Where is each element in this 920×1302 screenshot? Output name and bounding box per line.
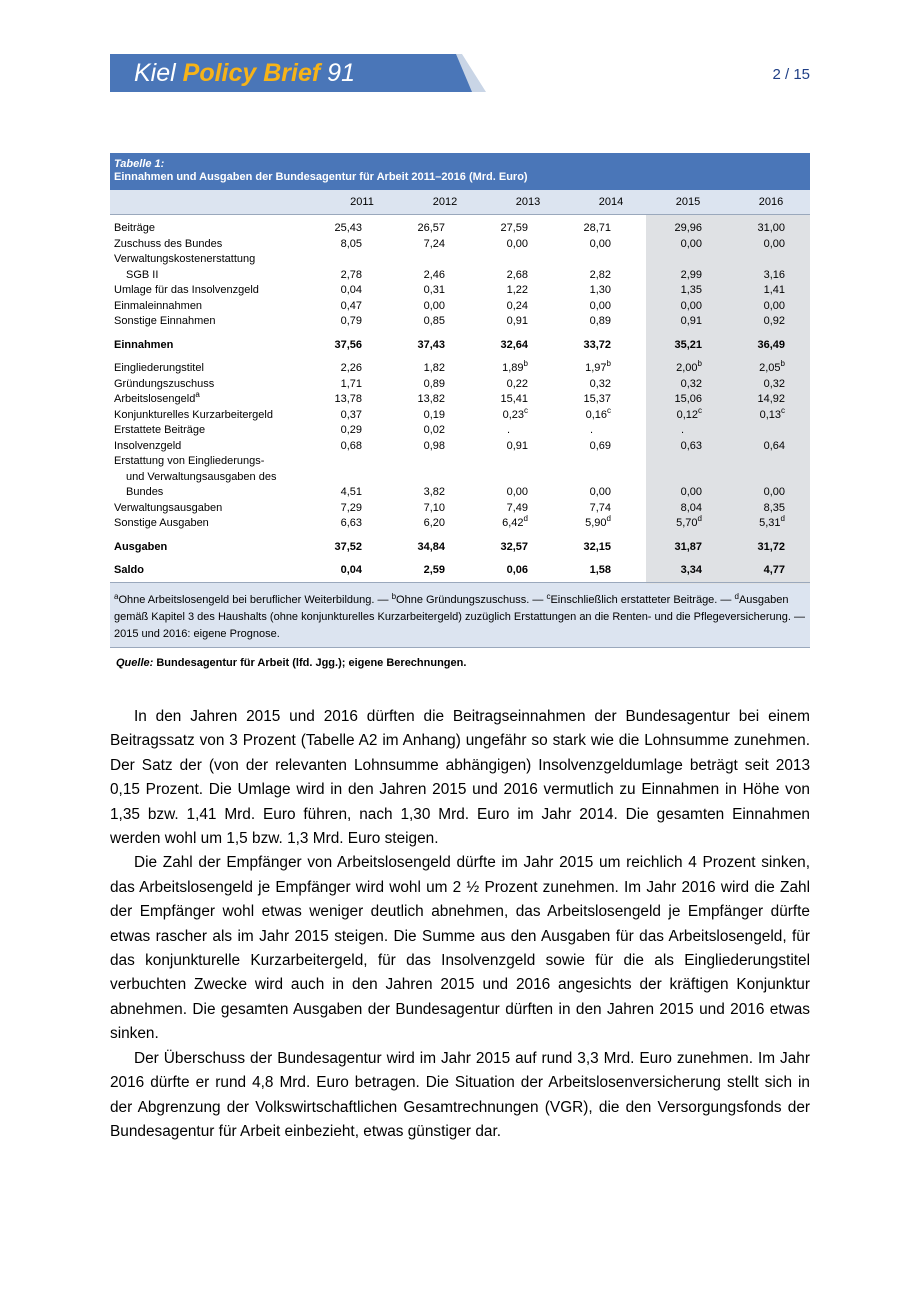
table-row (110, 314, 810, 330)
note-mark: c (546, 592, 551, 601)
brand-kiel: Kiel (134, 59, 176, 87)
cell-value: 32,57 (500, 540, 528, 553)
cell-value: 0,00 (506, 237, 528, 250)
cell-value: 13,78 (334, 393, 362, 405)
cell-value: 0,22 (506, 377, 528, 390)
year-header: 2013 (515, 196, 541, 208)
cell-value: 31,87 (674, 540, 702, 553)
cell-value: 0,85 (423, 315, 445, 327)
table-row (110, 516, 810, 532)
cell-value: 0,00 (763, 486, 785, 498)
note-mark: a (114, 592, 119, 601)
note-b: Ohne Gründungszuschuss. — (396, 594, 547, 606)
row-label: Gründungszuschuss (114, 377, 215, 390)
table-row (110, 454, 810, 470)
cell-value: 0,00 (763, 299, 785, 312)
cell-value: 7,29 (340, 501, 362, 514)
cell-value: 1,22 (506, 284, 528, 296)
cell-value: 0,69 (589, 439, 611, 452)
source-label: Quelle: (116, 657, 154, 669)
cell-value: 4,51 (340, 486, 362, 498)
cell-value: 0,06 (506, 564, 528, 576)
publication-brand (134, 56, 355, 90)
body-text (110, 705, 810, 1144)
cell-value: 32,64 (500, 338, 528, 351)
cell-value: 2,46 (423, 268, 445, 281)
row-label: Saldo (114, 564, 144, 576)
year-header: 2011 (350, 196, 374, 208)
table-row (110, 221, 810, 237)
cell-value: 2,82 (589, 268, 611, 281)
cell-value: 0,91 (680, 315, 702, 327)
cell-value: 0,92 (763, 315, 785, 327)
cell-value: 25,43 (334, 222, 362, 234)
cell-value: 0,32 (763, 377, 785, 390)
cell-value: 0,98 (423, 439, 445, 452)
cell-value: 0,13$^c$ (759, 405, 785, 421)
cell-value: 4,77 (763, 564, 785, 576)
cell-value: 3,34 (680, 564, 702, 576)
cell-value: 1,35 (680, 284, 702, 296)
cell-value: 0,00 (680, 299, 702, 312)
cell-value: 0,89 (589, 315, 611, 327)
cell-value: 5,90$^d$ (585, 514, 611, 529)
brand-number: 91 (327, 59, 355, 87)
cell-value: 32,15 (583, 540, 611, 553)
cell-value: 26,57 (417, 222, 445, 234)
cell-value: 7,49 (506, 501, 528, 514)
cell-value: 2,00$^b$ (676, 359, 702, 374)
table-row (110, 283, 810, 299)
cell-value: 1,58 (589, 564, 611, 576)
row-label: Einnahmen (114, 338, 174, 351)
table-row (110, 361, 810, 377)
cell-value: 5,31$^d$ (759, 514, 785, 529)
table-row (110, 252, 810, 268)
year-header: 2012 (432, 196, 458, 208)
note-c: Einschließlich erstatteter Beiträge. — (550, 594, 735, 606)
cell-value: 35,21 (674, 338, 702, 351)
cell-value: 1,97$^b$ (585, 359, 611, 374)
row-label: Konjunkturelles Kurzarbeitergeld (114, 408, 273, 421)
table-row-balance (110, 563, 810, 583)
row-label: SGB II (126, 268, 159, 281)
paragraph: Die Zahl der Empfänger von Arbeitslosengeld dürfte im Jahr 2015 um reichlich 4 Prozent sinken, das Arbeitslosengeld je Empfänger wird wohl um 2 ½ Prozent zunehmen. Im Jahr 2016 wird die Zahl der Empfänger wohl etwas weniger deutlich abnehmen, das Arbeitslosengeld je Empfänger dürfte etwas rascher als im Jahr 2015 steigen. Die Summe aus den Ausgaben für das Arbeitslosengeld, für das konjunkturelle Kurzarbeitergeld, für das Insolvenzgeld sowie für die als Eingliederungstitel verbuchten Zwecke wird auch in den Jahren 2015 und 2016 angesichts der kräftigen Konjunktur abnehmen. Die gesamten Ausgaben der Bundesagentur dürften in den Jahren 2015 und 2016 etwas sinken. (110, 854, 810, 1043)
row-label: Insolvenzgeld (114, 439, 182, 452)
row-label: Einmaleinnahmen (114, 299, 203, 312)
cell-value: . (589, 424, 593, 436)
paragraph: In den Jahren 2015 und 2016 dürften die Beitragseinnahmen der Bundesagentur bei einem Beitragssatz von 3 Prozent (Tabelle A2 im Anhang) ungefähr so stark wie die Lohnsumme zunehmen. Der Satz der (von der relevanten Lohnsumme abhängigen) Insolvenzgeldumlage beträgt seit 2013 0,15 Prozent. Die Umlage wird in den Jahren 2015 und 2016 vermutlich zu Einnahmen in Höhe von 1,35 bzw. 1,41 Mrd. Euro führen, nach 1,30 Mrd. Euro im Jahr 2014. Die gesamten Einnahmen werden wohl um 1,5 bzw. 1,3 Mrd. Euro steigen. (110, 708, 810, 848)
table-row (110, 268, 810, 284)
cell-value: 29,96 (674, 222, 702, 234)
table-caption (110, 153, 810, 190)
row-label: Sonstige Ausgaben (114, 517, 209, 529)
cell-value: 6,42$^d$ (502, 514, 528, 529)
cell-value: 8,04 (680, 501, 702, 514)
cell-value: 1,82 (423, 362, 445, 374)
cell-value: 31,00 (757, 222, 785, 234)
table-title: Einnahmen und Ausgaben der Bundesagentur für Arbeit 2011–2016 (Mrd. Euro) (114, 171, 528, 183)
paragraph: Der Überschuss der Bundesagentur wird im Jahr 2015 auf rund 3,3 Mrd. Euro zunehmen. Im Jahr 2016 dürfte er rund 4,8 Mrd. Euro betragen. Die Situation der Arbeitslosenversicherung stellt sich in der Abgrenzung der Volkswirtschaftlichen Gesamtrechnungen (VGR), die den Versorgungsfonds der Bundesagentur für Arbeit einbezieht, etwas günstiger dar. (110, 1049, 810, 1140)
table-row (110, 423, 810, 439)
cell-value: 28,71 (583, 222, 611, 234)
row-label: Zuschuss des Bundes (114, 237, 223, 250)
table-label: Tabelle 1: (114, 158, 165, 170)
note-a: Ohne Arbeitslosengeld bei beruflicher Weiterbildung. — (118, 594, 392, 606)
cell-value: 3,16 (763, 268, 785, 281)
cell-value: 2,05$^b$ (759, 359, 785, 374)
cell-value: 0,23$^c$ (502, 405, 528, 421)
cell-value: 34,84 (417, 540, 445, 553)
table-row (110, 439, 810, 455)
cell-value: . (506, 424, 510, 436)
row-label: Eingliederungstitel (114, 362, 204, 374)
cell-value: 0,00 (589, 486, 611, 498)
row-label: Umlage für das Insolvenzgeld (114, 284, 259, 296)
cell-value: 0,47 (340, 299, 362, 312)
cell-value: 0,00 (506, 486, 528, 498)
cell-value: 31,72 (757, 540, 785, 553)
table-row (110, 392, 810, 408)
cell-value: 1,41 (763, 284, 785, 296)
cell-value: 7,10 (423, 501, 445, 514)
cell-value: 0,02 (423, 424, 445, 436)
cell-value: 7,74 (589, 501, 611, 514)
row-label: und Verwaltungsausgaben des (126, 470, 277, 483)
year-header: 2015 (675, 196, 701, 208)
cell-value: 0,00 (680, 237, 702, 250)
cell-value: 0,32 (589, 377, 611, 390)
table-column-header (110, 190, 810, 215)
cell-value: 0,00 (763, 237, 785, 250)
cell-value: 37,43 (417, 338, 445, 351)
cell-value: 0,91 (506, 315, 528, 327)
source-text: Bundesagentur für Arbeit (lfd. Jgg.); eigene Berechnungen. (156, 657, 467, 669)
cell-value: 14,92 (757, 393, 785, 405)
note-mark: d (734, 592, 739, 601)
row-label: Erstattete Beiträge (114, 424, 206, 436)
cell-value: 0,37 (340, 408, 362, 421)
table-row (110, 237, 810, 253)
row-label: Arbeitslosengeld$^a$ (114, 390, 200, 405)
cell-value: 33,72 (583, 338, 611, 351)
cell-value: 36,49 (757, 338, 785, 351)
row-label: Beiträge (114, 222, 155, 234)
cell-value: 27,59 (500, 222, 528, 234)
cell-value: 0,04 (340, 564, 362, 576)
brand-brief: Brief (263, 59, 321, 87)
table-row (110, 299, 810, 315)
row-label: Ausgaben (114, 540, 168, 553)
table-notes (110, 583, 810, 648)
page-indicator: 2 / 15 (772, 66, 810, 83)
cell-value: 0,68 (340, 439, 362, 452)
year-header: 2014 (598, 196, 624, 208)
table-body (110, 215, 810, 583)
cell-value: 0,00 (423, 299, 445, 312)
table-row-total (110, 338, 810, 354)
table-row (110, 485, 810, 501)
cell-value: 3,82 (423, 486, 445, 498)
note-mark: b (391, 592, 397, 601)
row-label: Erstattung von Eingliederungs- (114, 455, 265, 467)
table-row (110, 470, 810, 486)
table-row-total (110, 540, 810, 556)
table-source (110, 648, 810, 678)
cell-value: 15,41 (500, 393, 528, 405)
table-1 (110, 153, 810, 678)
cell-value: 37,52 (334, 540, 362, 553)
cell-value: 0,32 (680, 377, 702, 390)
cell-value: 0,12$^c$ (676, 405, 702, 421)
cell-value: 15,37 (583, 393, 611, 405)
cell-value: 15,06 (674, 393, 702, 405)
cell-value: 0,16$^c$ (585, 405, 611, 421)
cell-value: 0,63 (680, 439, 702, 452)
cell-value: 0,19 (423, 408, 445, 421)
cell-value: 13,82 (417, 393, 445, 405)
cell-value: 0,79 (340, 315, 362, 327)
cell-value: 0,89 (423, 377, 445, 390)
cell-value: . (680, 424, 684, 436)
cell-value: 1,30 (589, 284, 611, 296)
row-label: Sonstige Einnahmen (114, 315, 216, 327)
cell-value: 8,05 (340, 237, 362, 250)
table-row (110, 501, 810, 517)
cell-value: 0,00 (589, 237, 611, 250)
cell-value: 0,29 (340, 424, 362, 436)
row-label: Verwaltungskostenerstattung (114, 253, 256, 265)
year-header: 2016 (758, 196, 784, 208)
cell-value: 0,64 (763, 439, 785, 452)
cell-value: 0,00 (589, 299, 611, 312)
note-d: Ausgaben gemäß Kapitel 3 des Haushalts (ohne konjunkturelles Kurzarbeitergeld) zuzüglich Erstattungen an die Renten- und die Pflegeversicherung. — 2015 und 2016: eigene Prognose. (114, 594, 805, 640)
cell-value: 0,00 (680, 486, 702, 498)
cell-value: 0,04 (340, 284, 362, 296)
cell-value: 2,26 (340, 362, 362, 374)
cell-value: 2,59 (423, 564, 445, 576)
table-row (110, 377, 810, 393)
cell-value: 7,24 (423, 237, 445, 250)
brand-policy: Policy (182, 59, 257, 87)
cell-value: 1,71 (340, 377, 362, 390)
cell-value: 5,70$^d$ (676, 514, 702, 529)
cell-value: 0,31 (423, 284, 445, 296)
cell-value: 2,68 (506, 268, 528, 281)
cell-value: 8,35 (763, 501, 785, 514)
cell-value: 1,89$^b$ (502, 359, 528, 374)
row-label: Bundes (126, 486, 164, 498)
cell-value: 37,56 (334, 338, 362, 351)
cell-value: 6,20 (423, 517, 445, 529)
cell-value: 2,78 (340, 268, 362, 281)
row-label: Verwaltungsausgaben (114, 501, 223, 514)
cell-value: 0,24 (506, 299, 528, 312)
cell-value: 0,91 (506, 439, 528, 452)
cell-value: 2,99 (680, 268, 702, 281)
table-row (110, 405, 810, 424)
cell-value: 6,63 (340, 517, 362, 529)
